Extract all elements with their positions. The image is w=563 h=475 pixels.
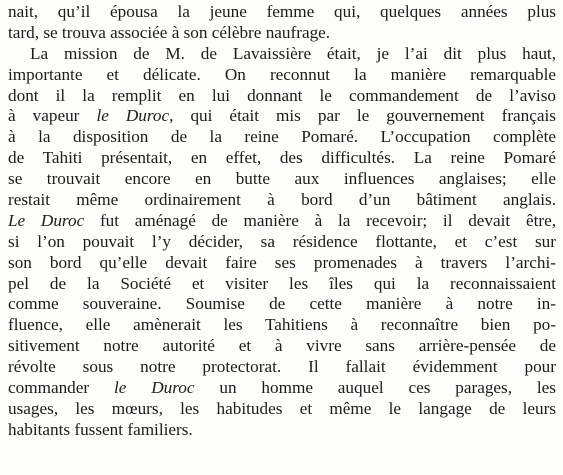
text-segment: fluence, elle amènerait les Tahitiens à reconnaître bien po- [8, 315, 556, 335]
text-line [8, 274, 556, 295]
text-line [8, 169, 556, 190]
text-segment: restait même ordinairement à bord d’un bâtiment anglais. [8, 190, 556, 210]
text-segment: de Tahiti présentait, en effet, des difficultés. La reine Pomaré [8, 148, 556, 168]
text-line [8, 357, 556, 378]
text-segment: un homme auquel ces parages, les [194, 378, 556, 398]
italic-ship-name: Le Duroc [8, 210, 85, 230]
text-segment: pel de la Société et visiter les îles qui la reconnaissaient [8, 273, 556, 293]
text-line [8, 23, 556, 44]
text-line [8, 44, 556, 65]
text-segment: se trouvait encore en butte aux influences anglaises; elle [8, 169, 556, 189]
text-segment: usages, les mœurs, les habitudes et même le langage de leurs [8, 398, 556, 418]
text-line [8, 336, 556, 357]
text-line [8, 378, 556, 399]
text-segment: importante et délicate. On reconnut la manière remarquable [8, 64, 556, 84]
text-line [8, 253, 556, 274]
text-segment: fut aménagé de manière à la recevoir; il devait être, [84, 210, 556, 230]
text-segment: commander [8, 378, 114, 398]
text-line [8, 315, 556, 336]
text-segment: révolte sous notre protectorat. Il fallait évidemment pour [8, 357, 556, 377]
text-line [8, 420, 556, 441]
text-segment: à la disposition de la reine Pomaré. L’occupation complète [8, 127, 556, 147]
text-line [8, 2, 556, 23]
text-line [8, 294, 556, 315]
text-line [8, 106, 556, 127]
italic-ship-name: le Duroc [113, 378, 195, 398]
text-segment: nait, qu’il épousa la jeune femme qui, quelques années plus [8, 2, 556, 21]
text-segment: La mission de M. de Lavaissière était, je l’ai dit plus haut, [30, 43, 556, 63]
text-segment: comme souveraine. Soumise de cette manière à notre in- [8, 294, 556, 314]
text-segment: habitants fussent familiers. [8, 419, 193, 439]
italic-ship-name: le Duroc [96, 106, 170, 126]
text-segment: dont il la remplit en lui donnant le commandement de l’aviso [8, 85, 556, 105]
text-segment: à vapeur [8, 106, 97, 126]
text-line [8, 232, 556, 253]
text-line [8, 190, 556, 211]
text-segment: son bord qu’elle devait faire ses promenades à travers l’archi- [8, 252, 556, 272]
text-segment: sitivement notre autorité et à vivre sans arrière-pensée de [8, 336, 556, 356]
text-line [8, 65, 556, 86]
text-segment: si l’on pouvait l’y décider, sa résidence flottante, et c’est sur [8, 231, 556, 251]
text-segment: tard, se trouva associée à son célèbre naufrage. [8, 22, 331, 42]
text-line [8, 127, 556, 148]
text-line [8, 211, 556, 232]
text-segment: , qui était mis par le gouvernement français [169, 106, 556, 126]
text-line [8, 399, 556, 420]
text-line [8, 86, 556, 107]
text-line [8, 148, 556, 169]
body-text [8, 2, 556, 441]
